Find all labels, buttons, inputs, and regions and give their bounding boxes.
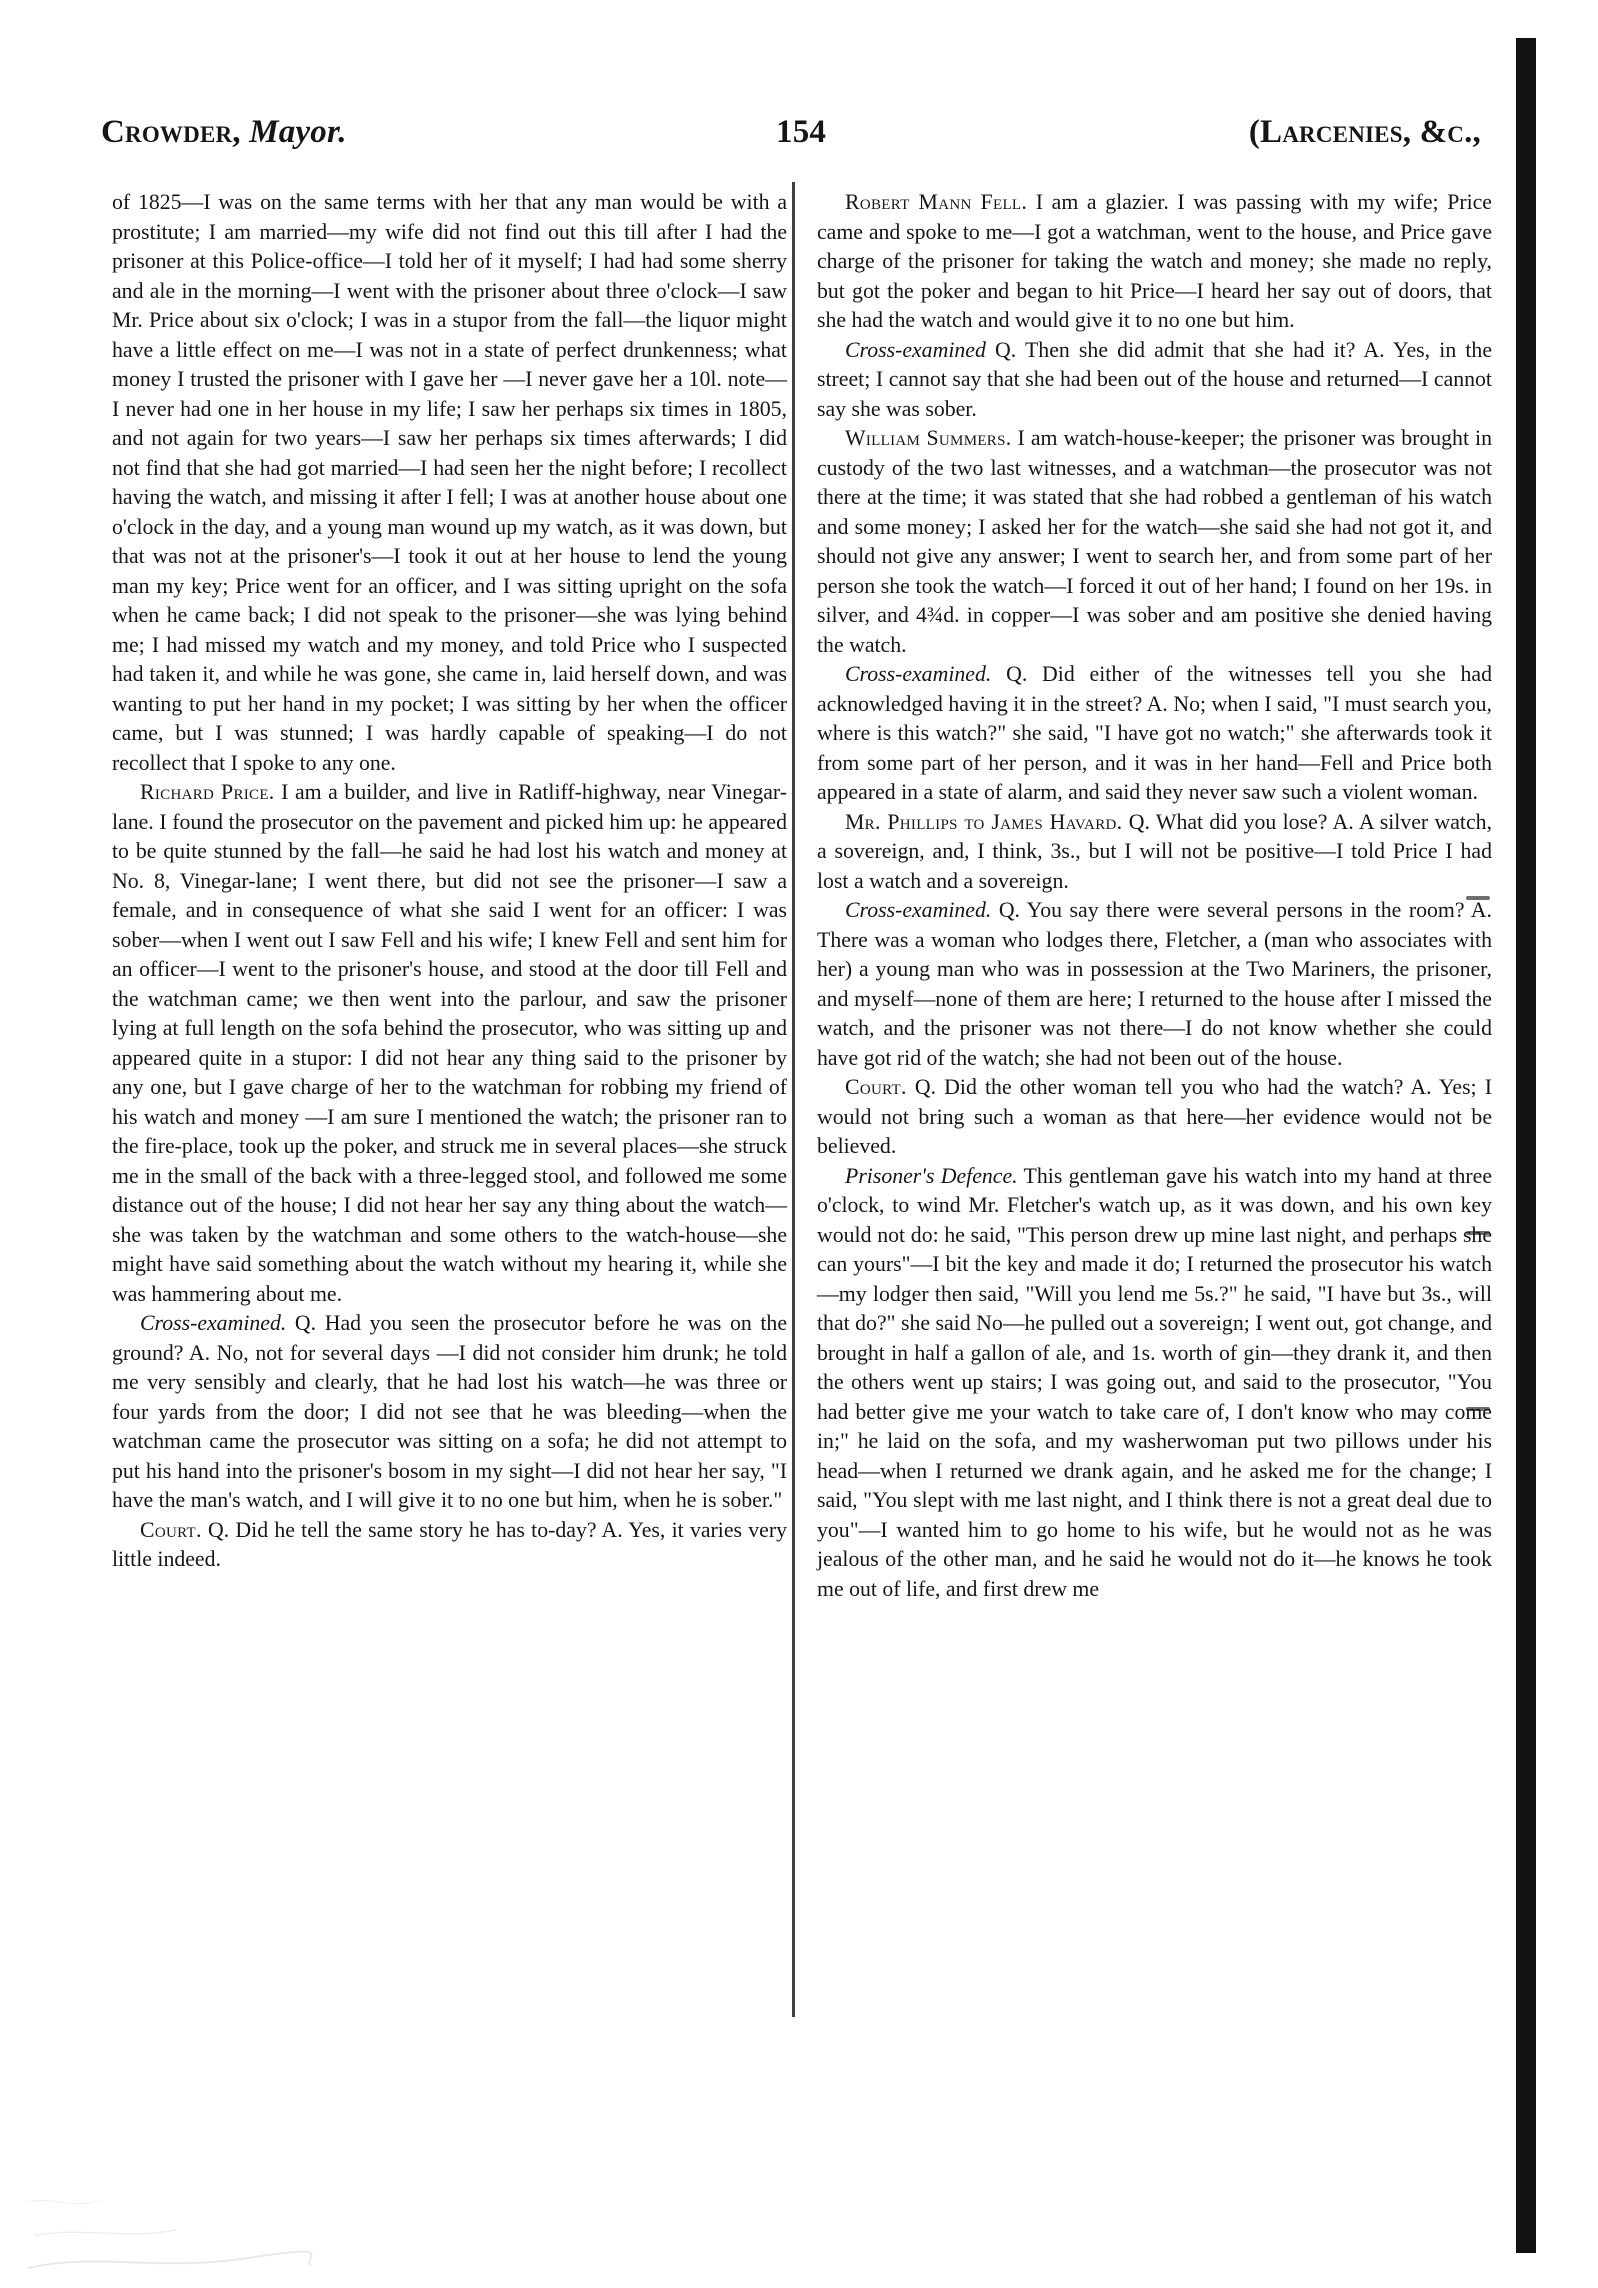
prisoner-defence bbox=[817, 1162, 1492, 1605]
defence-text: This gentleman gave his watch into my hand at three o'clock, to wind Mr. Fletcher's watch up, as it was down, and his own key would not do: he said, "This person drew up mine last night, and perhaps she can yours"—I bit the key and made it do; I returned the prosecutor his watch—my lodger then said, "Will you lend me 5s.?" he said, "I have but 3s., will that do?" she said No—he pulled out a sovereign; I went out, got change, and brought in half a gallon of ale, and 1s. worth of gin—they drank it, and then the others went up stairs; I was going out, and said to the prosecutor, "You had better give me your watch to take care of, I don't know who may come in;" he laid on the sofa, and my washerwoman put two pillows under his head—when I returned we drank again, and he asked me for the change; I said, "You slept with me last night, and I think there is not a great deal due to you"—I wanted him to go home to his wife, but he would not as he was jealous of the other man, and he said he would not do it—he knows he took me out of life, and first drew me bbox=[817, 1163, 1493, 1601]
left-column bbox=[112, 188, 787, 1575]
running-head bbox=[101, 114, 1481, 168]
column-divider bbox=[792, 182, 795, 2017]
section-heading: (Larcenies, &c., bbox=[1248, 114, 1481, 150]
running-head-left bbox=[101, 114, 347, 151]
cross-examination-price bbox=[112, 1309, 787, 1516]
court-question-left bbox=[112, 1516, 787, 1575]
cross-examination-text: Q. You say there were several persons in the room? A. There was a woman who lodges there, Fletcher, a (man who associates with her) a young man who was in possession at the Two Mariners, the prisoner, and myself—none of them are here; I returned to the house after I missed the watch, and the prisoner was not there—I do not know whether she could have got rid of the watch; she had not been out of the house. bbox=[817, 898, 1493, 1070]
mayor-name: Crowder, bbox=[101, 114, 241, 150]
cross-examination-label: Cross-examined bbox=[845, 337, 986, 362]
testimony-fell bbox=[817, 188, 1492, 336]
cross-examination-text: Q. Had you seen the prosecutor before he was on the ground? A. No, not for several days —I did not consider him drunk; he told me very sensibly and clearly, that he had lost his watch—he was three or four yards from the door; I did not see that he was bleeding—when the watchman came the prosecutor was sitting on a sofa; he did not attempt to put his hand into the prisoner's bosom in my sight—I did not hear her say, "I have the man's watch, and I will give it to no one but him, when he is sober." bbox=[112, 1311, 788, 1512]
testimony-text: I am watch-house-keeper; the prisoner was brought in custody of the two last witnesses, and a watchman—the prosecutor was not there at the time; it was stated that she had robbed a gentleman of his watch and some money; I asked her for the watch—she said she had not got it, and should not give any answer; I went to search her, and from some part of her person she took the watch—I forced it out of her hand; I found on her 19s. in silver, and 4¾d. in copper—I was sober and am positive she denied having the watch. bbox=[817, 426, 1492, 657]
right-column bbox=[817, 188, 1492, 1604]
testimony-text: Q. What did you lose? A. A silver watch, a sovereign, and, I think, 3s., but I will not be positive—I told Price I had lost a watch and a sovereign. bbox=[817, 809, 1493, 893]
continued-testimony bbox=[112, 188, 787, 778]
page-edge-bar bbox=[1516, 38, 1536, 2253]
court-label: Court. bbox=[140, 1517, 202, 1542]
cross-examination-label: Cross-examined. bbox=[845, 898, 992, 922]
speaker-name: Robert Mann Fell. bbox=[845, 190, 1028, 214]
court-question-right bbox=[817, 1073, 1492, 1162]
mayor-title: Mayor. bbox=[249, 114, 347, 150]
cross-examination-text: Q. Then she did admit that she had it? A. Yes, in the street; I cannot say that she had been out of the house and returned—I cannot say she was sober. bbox=[817, 337, 1492, 421]
speaker-name: Richard Price. bbox=[140, 780, 275, 804]
cross-examination-text: Q. Did either of the witnesses tell you she had acknowledged having it in the street? A. No; when I said, "I must search you, where is this watch?" she said, "I have got no watch;" she afterwards took it from some part of her person, and it was in her hand—Fell and Price both appeared in a state of alarm, and said they never saw such a violent woman. bbox=[817, 662, 1492, 804]
cross-examination-havard bbox=[817, 896, 1492, 1073]
cross-examination-label: Cross-examined. bbox=[845, 662, 992, 686]
cross-examination-label: Cross-examined. bbox=[140, 1311, 287, 1335]
cross-examination-fell bbox=[817, 336, 1492, 425]
library-stamp-mark bbox=[18, 2140, 318, 2280]
court-text: Q. Did the other woman tell you who had the watch? A. Yes; I would not bring such a woman as that here—her evidence would not be believed. bbox=[817, 1075, 1492, 1158]
court-label: Court. bbox=[845, 1075, 907, 1099]
cross-examination-summers bbox=[817, 660, 1492, 808]
defence-label: Prisoner's Defence. bbox=[845, 1163, 1018, 1188]
speaker-name: William Summers. bbox=[845, 426, 1012, 450]
testimony-price bbox=[112, 778, 787, 1309]
continued-testimony-text: of 1825—I was on the same terms with her that any man would be with a prostitute; I am married—my wife did not find out this till after I had the prisoner at this Police-office—I told her of it myself; I had had some sherry and ale in the morning—I went with the prisoner about three o'clock—I saw Mr. Price about six o'clock; I was in a stupor from the fall—the liquor might have a little effect on me—I was not in a state of perfect drunkenness; what money I trusted the prisoner with I gave her —I never gave her a 10l. note—I never had one in her house in my life; I saw her perhaps six times in 1805, and not again for two years—I saw her perhaps six times afterwards; I did not find that she had got married—I had seen her the night before; I recollect having the watch, and missing it after I fell; I was at another house about one o'clock in the day, and a young man wound up my watch, as it was down, but that was not at the prisoner's—I took it out at her house to lend the young man my key; Price went for an officer, and I was sitting upright on the sofa when he came back; I did not speak to the prisoner—she was lying behind me; I had missed my watch and my money, and told Price who I suspected had taken it, and while he was gone, she came in, laid herself down, and was wanting to put her hand in my pocket; I was sitting by her when the officer came, but I was stunned; I was hardly capable of speaking—I do not recollect that I spoke to any one. bbox=[112, 190, 787, 775]
speaker-name: Mr. Phillips to James Havard. bbox=[845, 809, 1123, 834]
testimony-text: I am a builder, and live in Ratliff-highway, near Vinegar-lane. I found the prosecutor on the pavement and picked him up: he appeared to be quite stunned by the fall—he said he had lost his watch and money at No. 8, Vinegar-lane; I went there, but did not see the prisoner—I saw a female, and in consequence of what she said I went for an officer: I was sober—when I went out I saw Fell and his wife; I knew Fell and sent him for an officer—I went to the prisoner's house, and stood at the door till Fell and the watchman came; we then went into the parlour, and saw the prisoner lying at full length on the sofa behind the prosecutor, who was sitting up and appeared quite in a stupor: I did not hear any thing said to the prisoner by any one, but I gave charge of her to the watchman for robbing my friend of his watch and money —I am sure I mentioned the watch; the prisoner ran to the fire-place, took up the poker, and struck me in several places—she struck me in the small of the back with a three-legged stool, and followed me some distance out of the house; I did not hear her say any thing about the watch—she was taken by the watchman and some others to the watch-house—she might have said something about the watch without my hearing it, while she was hammering about me. bbox=[112, 780, 787, 1306]
testimony-text: I am a glazier. I was passing with my wife; Price came and spoke to me—I got a watchman, went to the house, and Price gave charge of the prisoner for taking the watch and money; she made no reply, but got the poker and began to hit Price—I heard her say out of doors, that she had the watch and would give it to no one but him. bbox=[817, 190, 1492, 332]
court-text: Q. Did he tell the same story he has to-day? A. Yes, it varies very little indeed. bbox=[112, 1517, 787, 1571]
testimony-summers bbox=[817, 424, 1492, 660]
page-number: 154 bbox=[776, 114, 827, 150]
examination-havard bbox=[817, 808, 1492, 897]
